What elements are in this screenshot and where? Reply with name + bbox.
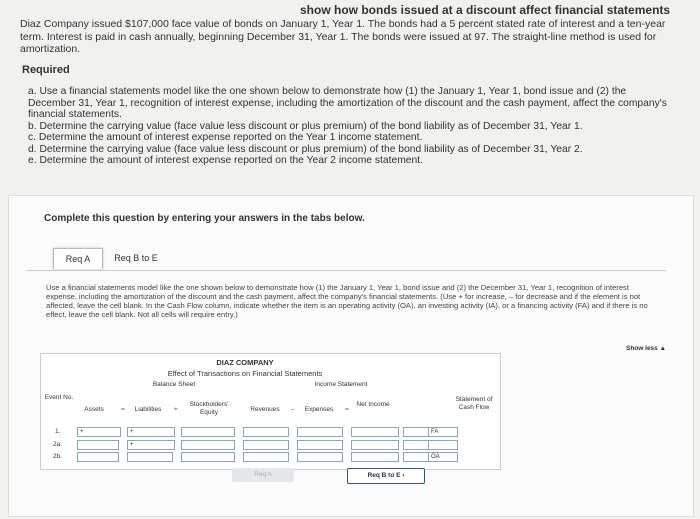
sign-eq-1: = [121,406,125,413]
cell-1-equity[interactable] [181,427,235,437]
problem-text: Diaz Company issued $107,000 face value of bonds on January 1, Year 1. The bonds had a 5 percent stated rate of interest and a ten-year term. Interest is paid in cash annually, beginning December 31, Year 1. The bonds were issued at 97. The straight-line method is used for amortization. [20,18,666,55]
col-assets: Assets [84,406,104,413]
row-label-2a: 2a. [53,441,63,448]
cell-2a-cash-flow[interactable] [428,440,458,450]
col-net-income: Net Income [356,401,390,408]
cell-1-assets[interactable]: + [77,427,121,437]
cell-2b-expenses[interactable] [297,452,343,462]
col-equity: Stockholders' Equity [189,401,229,416]
cell-2a-revenues[interactable] [243,440,289,450]
row-label-2b: 2b. [53,453,63,460]
balance-sheet-header: Balance Sheet [152,381,196,388]
cell-1-cash-flow[interactable]: FA [428,427,458,437]
financial-statements-table [40,353,450,470]
col-expenses: Expenses [304,406,334,413]
cell-1-revenues[interactable] [243,427,289,437]
col-event: Event No. [44,394,74,401]
col-revenues: Revenues [250,406,280,413]
requirement-c: c. Determine the amount of interest expense reported on the Year 1 income statement. [28,132,423,143]
show-less-link[interactable]: Show less ▲ [626,345,667,352]
cash-flow-column [431,353,501,470]
requirement-d: d. Determine the carrying value (face value less discount or plus premium) of the bond liability as of December 31, Year 2. [28,143,583,155]
tab-req-a[interactable]: Req A [53,248,103,269]
table-company: DIAZ COMPANY [216,358,274,367]
cell-2b-cash-flow[interactable]: OA [428,452,458,462]
sign-minus-1: – [291,406,295,413]
col-liabilities: Liabilities [134,406,162,413]
cell-2a-expenses[interactable] [297,440,343,450]
required-heading: Required [22,64,70,76]
income-statement-header: Income Statement [314,381,368,388]
tab-divider [26,270,666,271]
cell-1-liabilities[interactable]: + [127,427,175,437]
table-subtitle: Effect of Transactions on Financial Statements [167,369,323,378]
requirement-a: a. Use a financial statements model like the one shown below to demonstrate how (1) the January 1, Year 1, bond issue and (2) the December 31, Year 1, recognition of interest expense, including the amortization of the discount and the cash payment, affect the company's financial statements. [28,86,667,120]
row-label-1: 1. [55,428,61,435]
next-button[interactable]: Req B to E › [347,468,425,484]
cell-2a-liabilities[interactable]: + [127,440,175,450]
cell-2b-equity[interactable] [181,452,235,462]
cell-2a-net-income[interactable] [351,440,399,450]
requirement-b: b. Determine the carrying value (face value less discount or plus premium) of the bond liability as of December 31, Year 1. [28,120,583,132]
card-heading: Complete this question by entering your answers in the tabs below. [44,213,365,224]
col-cash-flow: Statement of Cash Flow [455,396,493,411]
cell-1-expenses[interactable] [297,427,343,437]
sign-eq-2: = [345,406,349,413]
cell-2a-assets[interactable] [77,440,119,450]
page-title: show how bonds issued at a discount affect financial statements [300,3,671,17]
cell-2b-assets[interactable] [77,452,119,462]
cell-2a-equity[interactable] [181,440,235,450]
prev-button[interactable]: Req A [232,468,294,482]
requirements-list [28,86,668,167]
tab-req-b-to-e[interactable]: Req B to E [114,253,158,263]
sign-plus-1: + [174,406,178,413]
cell-1-net-income[interactable] [351,427,399,437]
requirement-e: e. Determine the amount of interest expense reported on the Year 2 income statement. [28,155,423,166]
cell-2b-liabilities[interactable] [127,452,173,462]
instructions-text: Use a financial statements model like the one shown below to demonstrate how (1) the January 1, Year 1, bond issue and (2) the December 31, Year 1, recognition of interest expense, including the amortization of the discount and the cash payment, affect the company's financial statements. (Use + for increase, – for decrease and if the element is not affected, leave the cell blank. In the Cash Flow column, indicate whether the item is an operating activity (OA), an investing activity (IA), or a financing activity (FA) and if there is no effect, leave the cell blank. Not all cells will require entry.) [46,283,648,319]
cell-2b-revenues[interactable] [243,452,289,462]
cell-2b-net-income[interactable] [351,452,399,462]
